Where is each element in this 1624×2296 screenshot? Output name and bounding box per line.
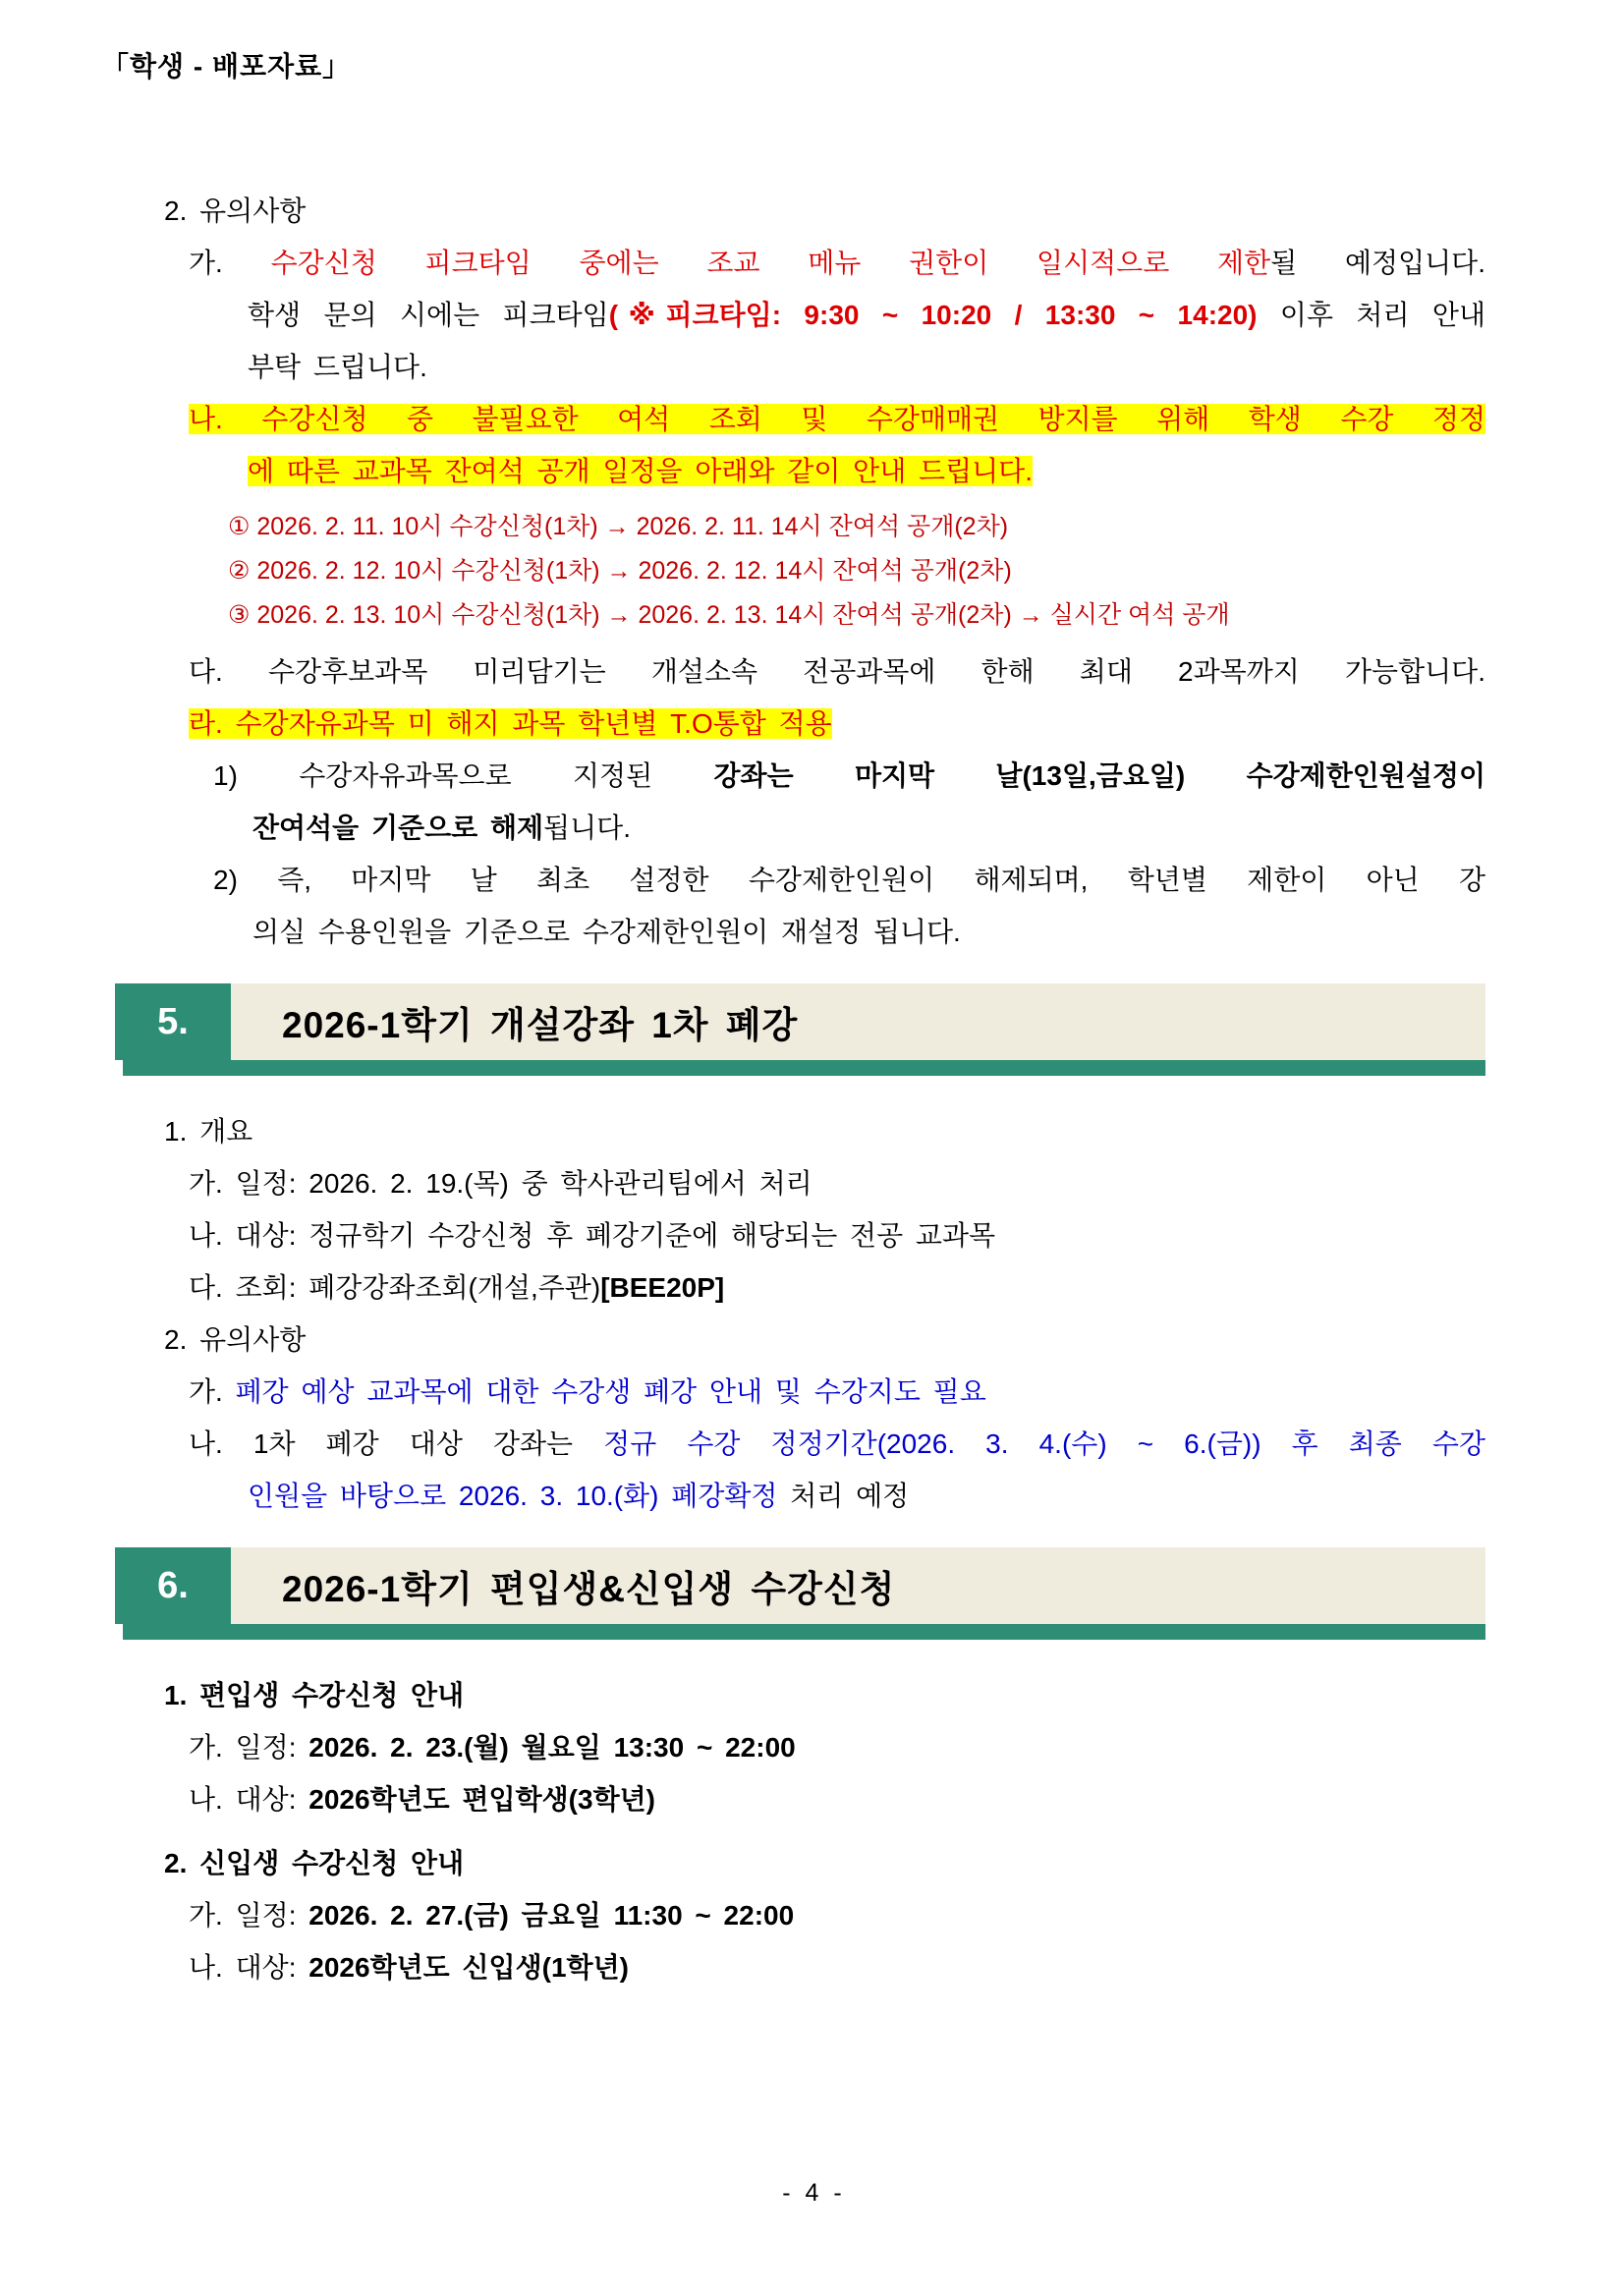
section5-note-ga [115,1366,1485,1418]
key-text: 일정: [235,1732,297,1763]
lookup-text: 조회: 폐강강좌조회(개설,주관) [235,1272,601,1303]
processing-plan-text: 처리 예정 [790,1481,910,1511]
section5-overview-item-1 [115,1157,1485,1209]
item-label: 가. [189,1168,223,1199]
key-text: 대상: [235,1784,297,1815]
correction-period-blue-text: 정규 수강 정정기간(2026. 3. 4.(수) ~ 6.(금)) 후 최종 수강 [603,1428,1485,1459]
item-label: 2) [213,865,238,895]
notes-sub1-line2 [115,802,1485,854]
item-label: 가. [189,1900,223,1931]
notes-item-ga-line3: 부탁 드립니다. [248,352,427,382]
transfer-item-1 [115,1721,1485,1773]
item-label: 나. [189,1952,223,1983]
target-text: 대상: 정규학기 수강신청 후 폐강기준에 해당되는 전공 교과목 [235,1220,996,1251]
freshman-heading: 2. 신입생 수강신청 안내 [164,1848,465,1878]
key-text: 일정: [235,1900,297,1931]
item-label: 가. [189,248,223,278]
schedule-line-3: ③ 2026. 2. 13. 10시 수강신청(1차) → 2026. 2. 13. 14시 잔여석 공개(2차) → 실시간 여석 공개 [228,601,1230,629]
transfer-item-2 [115,1773,1485,1825]
section5-underline-bar [123,1060,1485,1076]
schedule-text: 일정: 2026. 2. 19.(목) 중 학사관리팀에서 처리 [235,1168,812,1199]
notes-heading: 2. 유의사항 [164,196,307,226]
notes-sub1-line1 [115,750,1485,802]
section6-number-badge: 6. [115,1547,231,1624]
section5-notes-heading: 2. 유의사항 [164,1324,307,1355]
value-text: 2026학년도 신입생(1학년) [308,1952,629,1983]
peak-time-range-text: (※피크타임: 9:30 ~ 10:20 / 13:30 ~ 14:20) [608,300,1258,330]
section6-header-row [115,1547,1485,1624]
item-label: 나. [189,1784,223,1815]
limit-release-bold-text: 강좌는 마지막 날(13일,금요일) 수강제한인원설정이 [713,760,1486,791]
limit-reset-text-1: 즉, 마지막 날 최초 설정한 수강제한인원이 해제되며, 학년별 제한이 아닌 강 [277,865,1485,895]
notes-item-da [115,645,1485,698]
section6-underline-bar [123,1624,1485,1640]
value-text: 2026학년도 편입학생(3학년) [308,1784,656,1815]
item-label: 나. [189,1220,223,1251]
closure-guidance-blue-text: 폐강 예상 교과목에 대한 수강생 폐강 안내 및 수강지도 필요 [235,1376,986,1407]
freshman-item-2 [115,1941,1485,1993]
inquiry-text: 학생 문의 시에는 피크타임 [248,300,609,330]
doc-content [115,185,1485,1993]
first-closure-text: 1차 폐강 대상 강좌는 [252,1428,574,1459]
section6-header [115,1547,1485,1640]
section5-title: 2026-1학기 개설강좌 1차 폐강 [231,983,1485,1060]
page-number: - 4 - [782,2179,842,2207]
seat-disclosure-highlight-2: 에 따른 교과목 잔여석 공개 일정을 아래와 같이 안내 드립니다. [248,456,1033,486]
section6-title: 2026-1학기 편입생&신입생 수강신청 [231,1547,1485,1624]
section5-overview-item-3 [115,1261,1485,1314]
key-text: 대상: [235,1952,297,1983]
warning-tail-text: 될 예정입니다. [1270,248,1485,278]
notes-item-na-line1 [115,393,1485,445]
item-label: 다. [189,656,223,687]
closure-confirm-blue-text: 인원을 바탕으로 2026. 3. 10.(화) 폐강확정 [248,1481,778,1511]
notes-item-ga-line1 [115,237,1485,289]
item-label: 가. [189,1376,223,1407]
free-course-designated-text: 수강자유과목으로 지정된 [299,760,653,791]
section5-note-na-line2 [115,1470,1485,1522]
item-label: 가. [189,1732,223,1763]
remaining-seats-bold-text: 잔여석을 기준으로 해제 [252,812,544,843]
schedule-line-2: ② 2026. 2. 12. 10시 수강신청(1차) → 2026. 2. 12. 14시 잔여석 공개(2차) [228,557,1012,585]
item-label: 다. [189,1272,223,1303]
candidate-course-text: 수강후보과목 미리담기는 개설소속 전공과목에 한해 최대 2과목까지 가능합니다. [267,656,1485,687]
notes-item-ra [115,698,1485,750]
value-text: 2026. 2. 23.(월) 월요일 13:30 ~ 22:00 [308,1732,796,1763]
notes-item-na-line2 [115,445,1485,497]
peak-time-warning-text: 수강신청 피크타임 중에는 조교 메뉴 권한이 일시적으로 제한 [270,248,1271,278]
item-label: 나. [189,1428,223,1459]
freshman-item-1 [115,1889,1485,1941]
section5-header [115,983,1485,1076]
doc-header-title: 「학생 - 배포자료」 [101,51,352,82]
seat-disclosure-highlight-1: 나. 수강신청 중 불필요한 여석 조회 및 수강매매권 방지를 위해 학생 수강 정정 [189,404,1485,434]
after-processing-text: 이후 처리 안내 [1279,300,1485,330]
section5-overview-item-2 [115,1209,1485,1261]
menu-code-text: [BEE20P] [600,1272,725,1303]
notes-item-ga-line2 [115,289,1485,341]
transfer-student-heading: 1. 편입생 수강신청 안내 [164,1680,465,1710]
schedule-line-1: ① 2026. 2. 11. 10시 수강신청(1차) → 2026. 2. 11. 14시 잔여석 공개(2차) [228,513,1009,540]
section5-note-na-line1 [115,1418,1485,1470]
section5-header-row [115,983,1485,1060]
notes-sub2-line2: 의실 수용인원을 기준으로 수강제한인원이 재설정 됩니다. [252,917,961,947]
section5-number-badge: 5. [115,983,231,1060]
value-text: 2026. 2. 27.(금) 금요일 11:30 ~ 22:00 [308,1900,795,1931]
release-tail-text: 됩니다. [543,812,631,843]
notes-sub2-line1 [115,854,1485,906]
section5-overview-heading: 1. 개요 [164,1116,253,1147]
item-label: 1) [213,760,238,791]
free-course-highlight: 라. 수강자유과목 미 해지 과목 학년별 T.O통합 적용 [189,708,832,739]
